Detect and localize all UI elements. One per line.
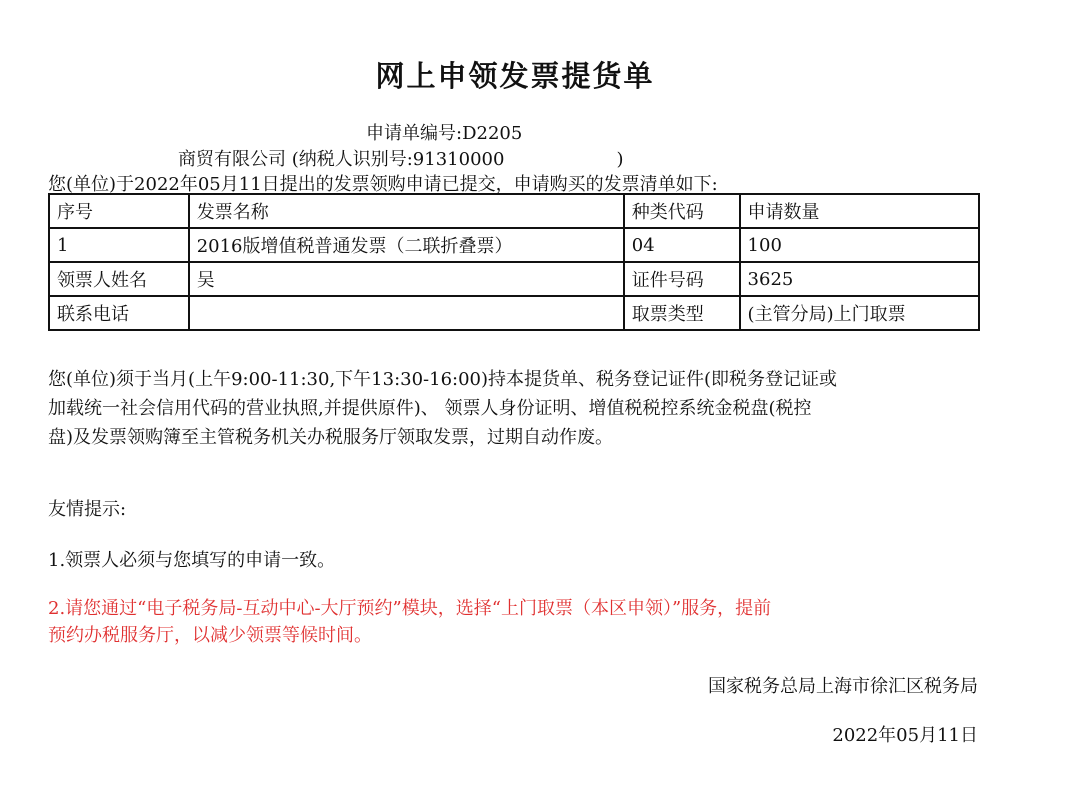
intro-text: 您(单位)于2022年05月11日提出的发票领购申请已提交，申请购买的发票清单如下: [48, 174, 718, 195]
application-number: 申请单编号:D2205 [366, 123, 523, 144]
company-close-paren: ) [616, 149, 624, 170]
invoice-name-cell: 2016版增值税普通发票（二联折叠票） [189, 228, 624, 262]
id-value: 3625 [740, 262, 979, 296]
tip-2-line: 2.请您通过“电子税务局-互动中心-大厅预约”模块，选择“上门取票（本区申领）”服务，提前 [48, 598, 772, 619]
id-label: 证件号码 [624, 262, 740, 296]
table-header-row [49, 194, 979, 228]
tip-2 [48, 595, 988, 649]
tips-heading: 友情提示: [48, 499, 127, 520]
header-cell: 序号 [49, 194, 189, 228]
recipient-name: 吴 [189, 262, 624, 296]
quantity-cell: 100 [740, 228, 979, 262]
pickup-type-value: (主管分局)上门取票 [740, 296, 979, 330]
phone-label: 联系电话 [49, 296, 189, 330]
issue-date: 2022年05月11日 [832, 725, 978, 746]
company-line [178, 145, 623, 171]
header-cell: 申请数量 [740, 194, 979, 228]
invoice-table [48, 193, 980, 331]
header-cell: 发票名称 [189, 194, 624, 228]
contact-row [49, 296, 979, 330]
pickup-notice [48, 365, 988, 452]
company-name-taxid: 商贸有限公司 (纳税人识别号:91310000 [178, 149, 505, 170]
pickup-type-label: 取票类型 [624, 296, 740, 330]
tip-1: 1.领票人必须与您填写的申请一致。 [48, 550, 336, 571]
row-number-cell: 1 [49, 228, 189, 262]
notice-line: 加载统一社会信用代码的营业执照,并提供原件)、 领票人身份证明、增值税税控系统金税盘(税控 [48, 398, 812, 419]
recipient-row [49, 262, 979, 296]
issuer-name: 国家税务总局上海市徐汇区税务局 [708, 676, 978, 697]
phone-value [189, 296, 624, 330]
table-row [49, 228, 979, 262]
recipient-label: 领票人姓名 [49, 262, 189, 296]
type-code-cell: 04 [624, 228, 740, 262]
notice-line: 盘)及发票领购簿至主管税务机关办税服务厅领取发票，过期自动作废。 [48, 427, 614, 448]
tip-2-line: 预约办税服务厅，以减少领票等候时间。 [48, 625, 372, 646]
notice-line: 您(单位)须于当月(上午9:00-11:30,下午13:30-16:00)持本提货单、税务登记证件(即税务登记证或 [48, 369, 838, 390]
header-cell: 种类代码 [624, 194, 740, 228]
document-title: 网上申领发票提货单 [375, 59, 655, 93]
